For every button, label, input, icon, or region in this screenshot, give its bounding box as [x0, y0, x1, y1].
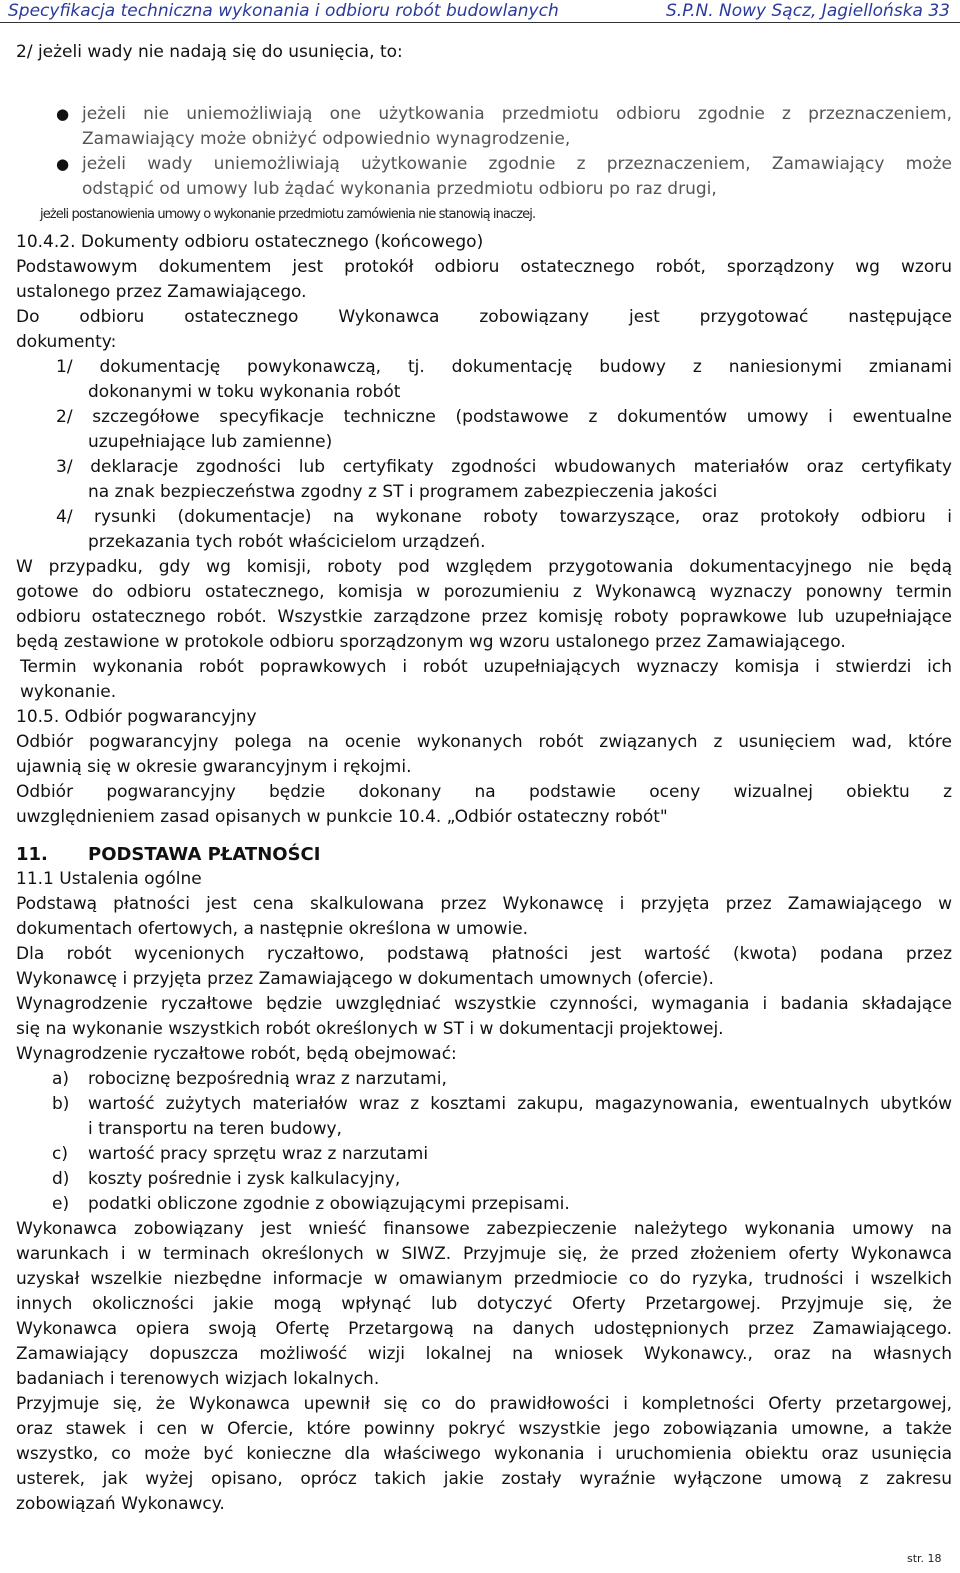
text-line: zobowiązań Wykonawcy.	[16, 1494, 225, 1514]
bullet-icon: ●	[56, 105, 70, 123]
text-line: uzyskał wszelkie niezbędne informacje w omawianym przedmiocie co do ryzyka, trudności i wszelkich	[16, 1269, 952, 1289]
text-line: Odbiór pogwarancyjny będzie dokonany na podstawie oceny wizualnej obiektu z	[16, 782, 952, 802]
text-line: Wykonawca zobowiązany jest wnieść finansowe zabezpieczenie należytego wykonania umowy na	[16, 1219, 952, 1239]
text-line: Podstawowym dokumentem jest protokół odbioru ostatecznego robót, sporządzony wg wzoru	[16, 257, 952, 277]
text-line: W przypadku, gdy wg komisji, roboty pod względem przygotowania dokumentacyjnego nie będą	[16, 557, 952, 577]
bullet-line: jeżeli wady uniemożliwiają użytkowanie zgodnie z przeznaczeniem, Zamawiający może	[82, 154, 952, 174]
bullet-item	[16, 152, 952, 202]
list-item-cont: przekazania tych robót właścicielom urządzeń.	[88, 532, 486, 552]
text-line: Termin wykonania robót poprawkowych i robót uzupełniających wyznaczy komisja i stwierdzi ich	[20, 657, 952, 677]
text-line: badaniach i terenowych wizjach lokalnych.	[16, 1369, 380, 1389]
list-item	[16, 1192, 952, 1217]
text-line: Odbiór pogwarancyjny polega na ocenie wykonanych robót związanych z usunięciem wad, które	[16, 732, 952, 752]
small-note: jeżeli postanowienia umowy o wykonanie przedmiotu zamówienia nie stanowią inaczej.	[40, 207, 536, 222]
list-text: podatki obliczone zgodnie z obowiązującymi przepisami.	[88, 1194, 570, 1214]
list-item-cont: dokonanymi w toku wykonania robót	[88, 382, 401, 402]
numbered-list	[16, 355, 952, 555]
list-letter: c)	[52, 1144, 68, 1164]
section-heading-11	[16, 842, 952, 867]
list-letter: b)	[52, 1094, 70, 1114]
paragraph-wady: 2/ jeżeli wady nie nadają się do usunięcia, to:	[16, 42, 403, 62]
text-line: Przyjmuje się, że Wykonawca upewnił się co do prawidłowości i kompletności Oferty przetargowej,	[16, 1394, 952, 1414]
text-line: oraz stawek i cen w Ofercie, które powinny pokryć wszystkie jego zobowiązania umowne, a także	[16, 1419, 952, 1439]
bullet-icon: ●	[56, 155, 70, 173]
text-line: ujawnią się w okresie gwarancyjnym i rękojmi.	[16, 757, 412, 777]
text-line: Zamawiający dopuszcza możliwość wizji lokalnej na wniosek Wykonawcy., oraz na własnych	[16, 1344, 952, 1364]
list-text: wartość zużytych materiałów wraz z kosztami zakupu, magazynowania, ewentualnych ubytków	[88, 1094, 952, 1114]
text-line: dokumentach ofertowych, a następnie określona w umowie.	[16, 919, 529, 939]
list-item: 2/ szczegółowe specyfikacje techniczne (podstawowe z dokumentów umowy i ewentualne	[56, 407, 952, 427]
text-line: Wykonawcę i przyjęta przez Zamawiającego w dokumentach umownych (ofercie).	[16, 969, 714, 989]
list-letter: d)	[52, 1169, 70, 1189]
list-item: 1/ dokumentację powykonawczą, tj. dokumentację budowy z naniesionymi zmianami	[56, 357, 952, 377]
list-text: robociznę bezpośrednią wraz z narzutami,	[88, 1069, 447, 1089]
text-line: usterek, jak wyżej opisano, oprócz takich jakie zostały wyraźnie wyłączone umową z zakresu	[16, 1469, 952, 1489]
lettered-list	[16, 1067, 952, 1217]
list-item-cont: na znak bezpieczeństwa zgodny z ST i programem zabezpieczenia jakości	[88, 482, 718, 502]
text-line: Wykonawca opiera swoją Ofertę Przetargową na danych udostępnionych przez Zamawiającego.	[16, 1319, 952, 1339]
list-text: i transportu na teren budowy,	[88, 1119, 342, 1139]
bullet-line: jeżeli nie uniemożliwiają one użytkowania przedmiotu odbioru zgodnie z przeznaczeniem,	[82, 104, 952, 124]
text-line: odbioru ostatecznego robót. Wszystkie zarządzone przez komisję roboty poprawkowe lub uzupełniające	[16, 607, 952, 627]
list-letter: a)	[52, 1069, 70, 1089]
header-address: S.P.N. Nowy Sącz, Jagiellońska 33	[666, 1, 950, 21]
list-item-cont: uzupełniające lub zamienne)	[88, 432, 333, 452]
list-item: 3/ deklaracje zgodności lub certyfikaty zgodności wbudowanych materiałów oraz certyfikaty	[56, 457, 952, 477]
list-item	[16, 1067, 952, 1092]
list-item: 4/ rysunki (dokumentacje) na wykonane roboty towarzyszące, oraz protokoły odbioru i	[56, 507, 952, 527]
section-heading-10-4-2: 10.4.2. Dokumenty odbioru ostatecznego (końcowego)	[16, 232, 484, 252]
text-line: innych okoliczności jakie mogą wpłynąć lub dotyczyć Oferty Przetargowej. Przyjmuje się, że	[16, 1294, 952, 1314]
document-body	[16, 40, 952, 1517]
page-number: str. 18	[907, 1552, 942, 1565]
header-document-title: Specyfikacja techniczna wykonania i odbioru robót budowlanych	[8, 1, 559, 21]
text-line: Podstawą płatności jest cena skalkulowana przez Wykonawcę i przyjęta przez Zamawiającego w	[16, 894, 952, 914]
list-text: koszty pośrednie i zysk kalkulacyjny,	[88, 1169, 401, 1189]
bullet-line: Zamawiający może obniżyć odpowiednio wynagrodzenie,	[82, 129, 571, 149]
section-title: PODSTAWA PŁATNOŚCI	[88, 844, 321, 865]
text-line: się na wykonanie wszystkich robót określonych w ST i w dokumentacji projektowej.	[16, 1019, 724, 1039]
list-letter: e)	[52, 1194, 70, 1214]
text-line: wszystko, co może być konieczne dla właściwego wykonania i uruchomienia obiektu oraz usunięcia	[16, 1444, 952, 1464]
text-line: będą zestawione w protokole odbioru sporządzonym wg wzoru ustalonego przez Zamawiającego.	[16, 632, 846, 652]
text-line: Dla robót wycenionych ryczałtowo, podstawą płatności jest wartość (kwota) podana przez	[16, 944, 952, 964]
page-header	[0, 0, 960, 23]
list-item	[16, 1142, 952, 1167]
text-line: dokumenty:	[16, 332, 117, 352]
bullet-line: odstąpić od umowy lub żądać wykonania przedmiotu odbioru po raz drugi,	[82, 179, 717, 199]
list-item	[16, 1092, 952, 1142]
text-line: gotowe do odbioru ostatecznego, komisja w porozumieniu z Wykonawcą wyznaczy ponowny termin	[16, 582, 952, 602]
list-item	[16, 1167, 952, 1192]
text-line: Wynagrodzenie ryczałtowe będzie uwzględniać wszystkie czynności, wymagania i badania składające	[16, 994, 952, 1014]
section-heading-10-5: 10.5. Odbiór pogwarancyjny	[16, 707, 257, 727]
section-number: 11.	[16, 844, 48, 865]
text-line: warunkach i w terminach określonych w SIWZ. Przyjmuje się, że przed złożeniem oferty Wykonawca	[16, 1244, 952, 1264]
text-line: ustalonego przez Zamawiającego.	[16, 282, 307, 302]
list-text: wartość pracy sprzętu wraz z narzutami	[88, 1144, 429, 1164]
text-line: Do odbioru ostatecznego Wykonawca zobowiązany jest przygotować następujące	[16, 307, 952, 327]
text-line: wykonanie.	[20, 682, 117, 702]
text-line: Wynagrodzenie ryczałtowe robót, będą obejmować:	[16, 1044, 457, 1064]
bullet-item	[16, 102, 952, 152]
text-line: uwzględnieniem zasad opisanych w punkcie 10.4. „Odbiór ostateczny robót"	[16, 807, 668, 827]
subsection-heading-11-1: 11.1 Ustalenia ogólne	[16, 869, 202, 889]
